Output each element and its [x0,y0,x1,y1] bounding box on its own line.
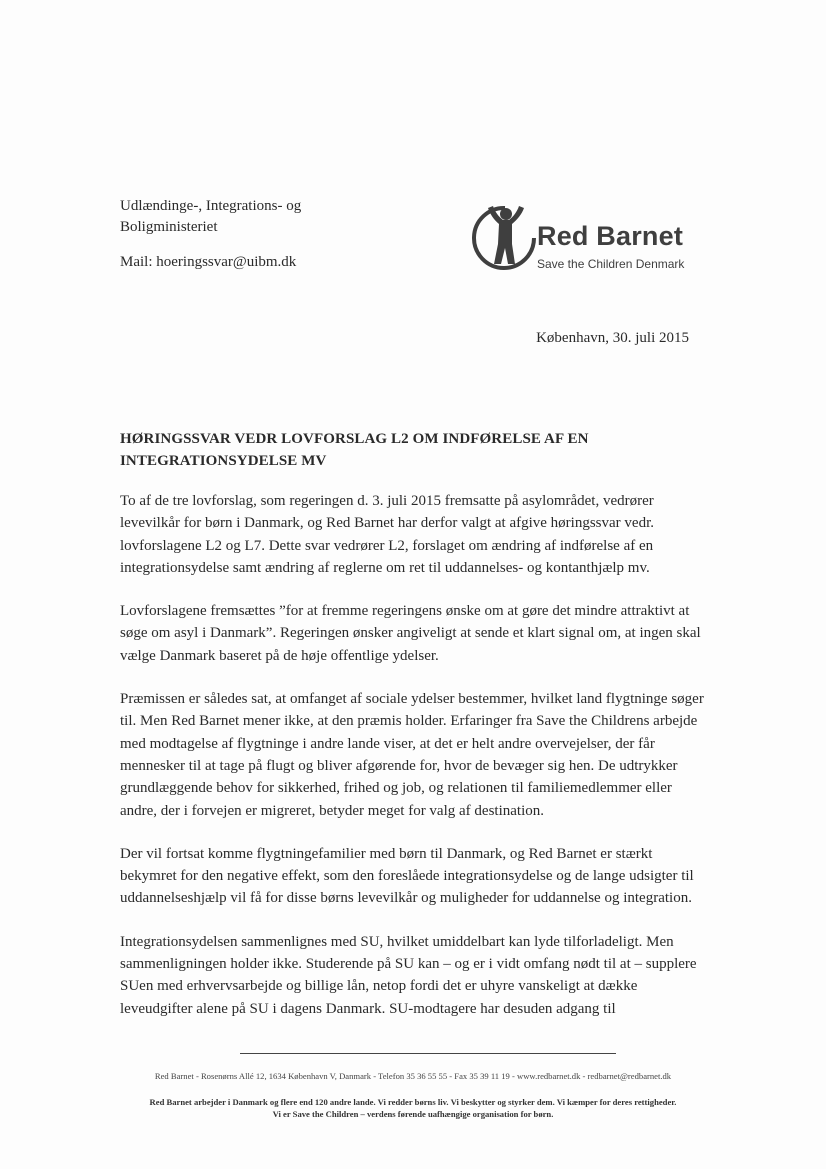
footer-note-line-1: Red Barnet arbejder i Danmark og flere end 120 andre lande. Vi redder børns liv. Vi beskytter og styrker dem. Vi kæmper for deres rettigheder. [149,1097,677,1107]
paragraph: Der vil fortsat komme flygtningefamilier med børn til Danmark, og Red Barnet er stærkt bekymret for den negative effekt, som den foreslåede integrationsydelse og de lange udsigter til uddannelseshjælp vil få for disse børns levevilkår og muligheder for uddannelse og integration. [120,845,694,907]
heading-line-1: HØRINGSSVAR VEDR LOVFORSLAG L2 OM INDFØRELSE AF EN [120,431,589,447]
footer-note-line-2: Vi er Save the Children – verdens førende uafhængige organisation for børn. [272,1109,554,1119]
recipient-mail: Mail: hoeringssvar@uibm.dk [120,254,297,270]
paragraph: Integrationsydelsen sammenlignes med SU, hvilket umiddelbart kan lyde tilforladeligt. Men sammenligningen holder ikke. Studerende på SU kan – og er i vidt omfang nødt til at – supplere SUen med erhvervsarbejde og billige lån, netop fordi det er uhyre vanskeligt at dække leveudgifter alene på SU i dagens Danmark. SU-modtagere har desuden adgang til [120,933,697,1017]
paragraph: Lovforslagene fremsættes ”for at fremme regeringens ønske om at gøre det mindre attraktivt at søge om asyl i Danmark”. Regeringen ønsker angiveligt at sende et klart signal om, at ingen skal vælge Danmark baseret på de høje offentlige ydelser. [120,603,701,664]
recipient-line-2: Boligministeriet [120,219,218,235]
recipient-block [120,196,301,273]
letter-date: København, 30. juli 2015 [536,330,689,346]
paragraph: Præmissen er således sat, at omfanget af sociale ydelser bestemmer, hvilket land flygtninge søger til. Men Red Barnet mener ikke, at den præmis holder. Erfaringer fra Save the Childrens arbejde med modtagelse af flygtninge i andre lande viser, at det er helt andre overvejelser, der får mennesker til at tage på flugt og bliver afgørende for, hvor de bevæger sig hen. De udtrykker grundlæggende behov for sikkerhed, frihed og job, og relationen til familiemedlemmer eller andre, der i forvejen er migreret, betyder meget for valg af destination. [120,691,704,819]
letter-body [120,490,712,1041]
footer-note [0,1096,826,1120]
logo-tagline: Save the Children Denmark [537,257,685,271]
footer-divider [240,1053,616,1054]
logo-name: Red Barnet [537,221,684,251]
footer-address: Red Barnet - Rosenørns Allé 12, 1634 København V, Danmark - Telefon 35 36 55 55 - Fax 35 39 11 19 - www.redbarnet.dk - redbarnet@redbarnet.dk [154,1071,672,1081]
heading-line-2: INTEGRATIONSYDELSE MV [120,453,327,469]
paragraph: To af de tre lovforslag, som regeringen d. 3. juli 2015 fremsatte på asylområdet, vedrører levevilkår for børn i Danmark, og Red Barnet har derfor valgt at afgive høringssvar vedr. lovforslagene L2 og L7. Dette svar vedrører L2, forslaget om ændring af indførelse af en integrationsydelse samt ændring af reglerne om ret til uddannelses- og kontanthjælp mv. [120,493,654,576]
recipient-line-1: Udlændinge-, Integrations- og [120,198,302,214]
letter-heading [120,428,700,472]
